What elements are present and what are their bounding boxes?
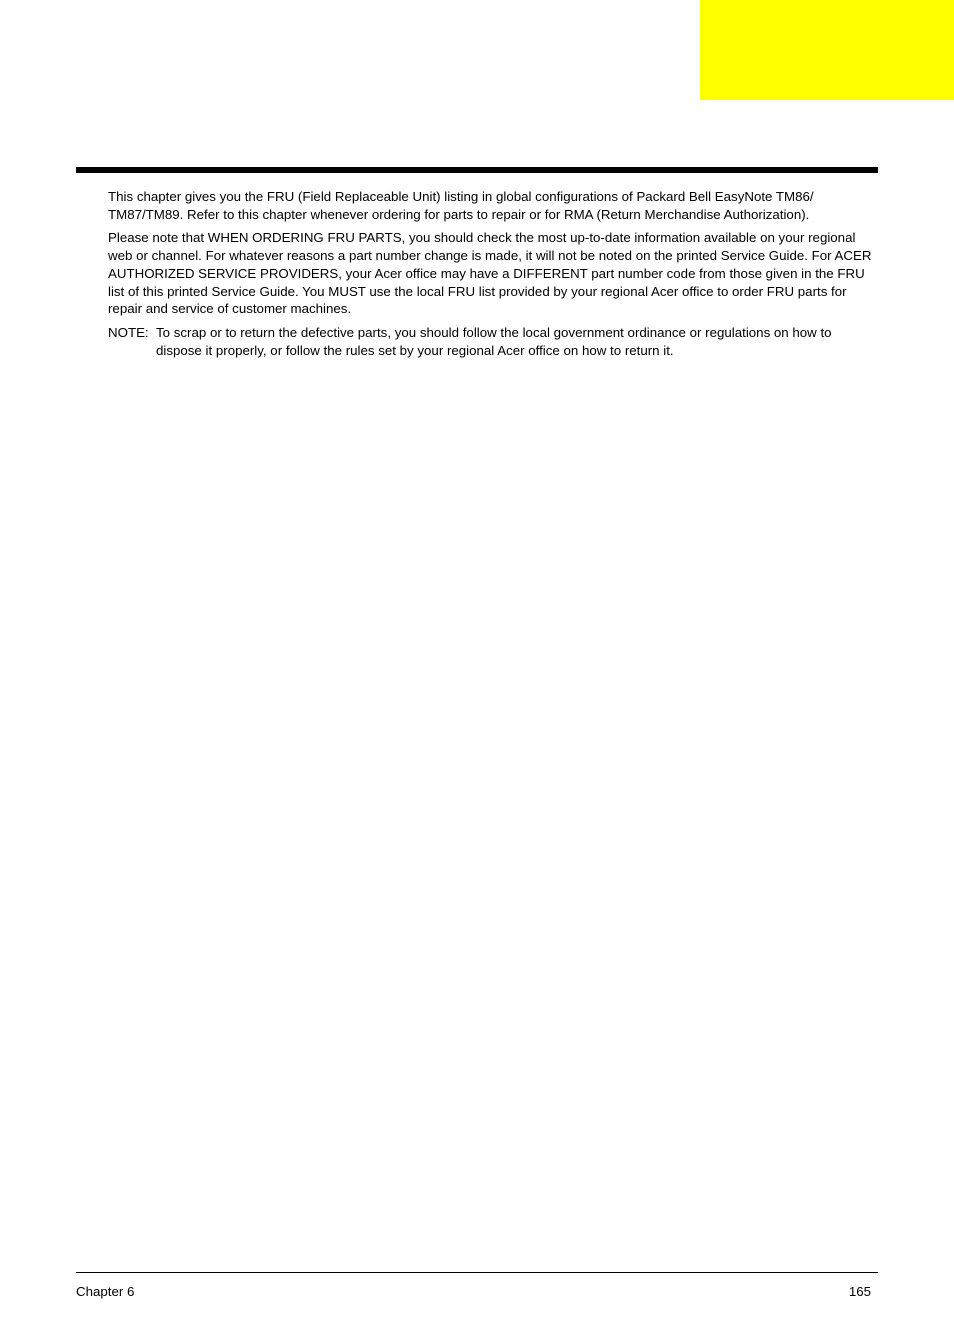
intro-paragraph: This chapter gives you the FRU (Field Replaceable Unit) listing in global configurations of Packard Bell EasyNote TM86/ TM87/TM89. Refer to this chapter whenever ordering for parts to repair or for RMA (Return Merchandise Authorization).: [108, 189, 814, 222]
heading-rule: [76, 167, 878, 173]
chapter-corner-tab: [700, 0, 954, 100]
footer-chapter: Chapter 6: [76, 1284, 135, 1299]
body-text: [108, 188, 878, 359]
note-block: [108, 324, 878, 359]
ordering-paragraph: Please note that WHEN ORDERING FRU PARTS, you should check the most up-to-date information available on your regional web or channel. For whatever reasons a part number change is made, it will not be noted on the printed Service Guide. For ACER AUTHORIZED SERVICE PROVIDERS, your Acer office may have a DIFFERENT part number code from those given in the FRU list of this printed Service Guide. You MUST use the local FRU list provided by your regional Acer office to order FRU parts for repair and service of customer machines.: [108, 230, 872, 317]
footer-page-number: 165: [848, 1284, 871, 1299]
note-label: NOTE:: [108, 324, 149, 340]
footer-rule: [76, 1272, 878, 1273]
note-text: To scrap or to return the defective parts, you should follow the local government ordinance or regulations on how to dispose it properly, or follow the rules set by your regional Acer office on how to return it.: [156, 324, 832, 358]
